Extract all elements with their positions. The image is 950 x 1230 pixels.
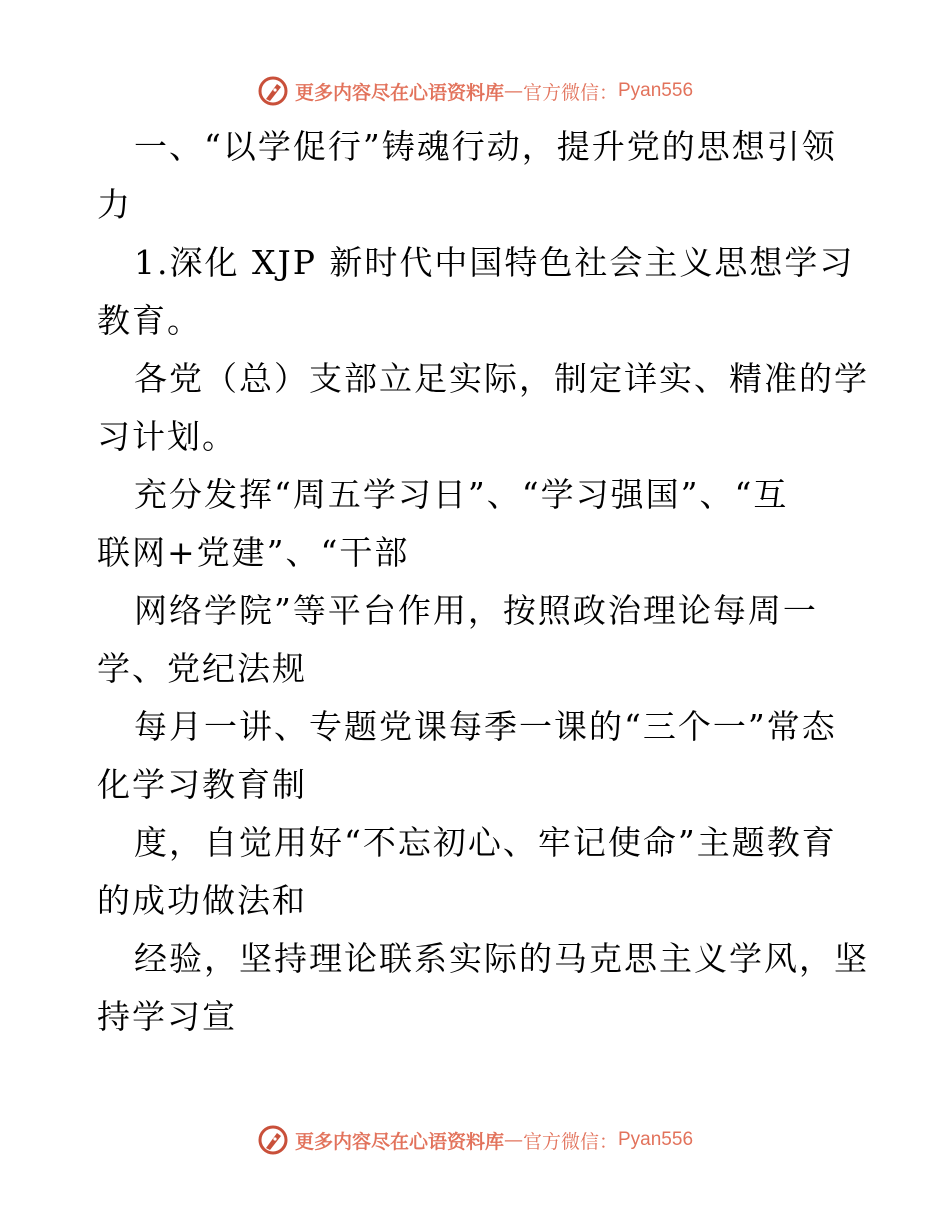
- text-line: 学、党纪法规: [97, 649, 307, 688]
- watermark-brand: 更多内容尽在心语资料库: [294, 81, 504, 104]
- footer-watermark: [0, 1120, 950, 1160]
- subheading-line: 1.深化 XJP 新时代中国特色社会主义思想学习: [134, 243, 855, 282]
- text-line: 持学习宣: [97, 997, 237, 1036]
- pen-nib-circle-icon: [257, 1124, 289, 1156]
- watermark-label: 官方微信：: [522, 81, 618, 104]
- watermark-account: Pyan556: [618, 80, 694, 101]
- text-line: 网络学院”等平台作用，按照政治理论每周一: [134, 591, 818, 630]
- heading-line: [97, 118, 857, 176]
- heading-text: 一、“以学促行”铸魂行动，提升党的思想引领: [134, 127, 837, 166]
- text-line: 度，自觉用好“不忘初心、牢记使命”主题教育: [134, 823, 837, 862]
- text-line: 化学习教育制: [97, 765, 307, 804]
- watermark-separator: —: [503, 80, 523, 102]
- text-line: 各党（总）支部立足实际，制定详实、精准的学: [134, 359, 869, 398]
- watermark-account: Pyan556: [618, 1129, 694, 1150]
- text-line: 经验，坚持理论联系实际的马克思主义学风，坚: [134, 939, 869, 978]
- text-line: 力: [97, 185, 132, 224]
- watermark-separator: —: [503, 1129, 523, 1151]
- document-body: [97, 118, 869, 1046]
- watermark-label: 官方微信：: [522, 1130, 618, 1153]
- text-line: 联网+党建”、“干部: [97, 533, 410, 572]
- text-line: 教育。: [97, 301, 202, 340]
- watermark-brand: 更多内容尽在心语资料库: [294, 1130, 504, 1153]
- text-line: 充分发挥“周五学习日”、“学习强国”、“互: [134, 475, 789, 514]
- text-line: 每月一讲、专题党课每季一课的“三个一”常态: [134, 707, 837, 746]
- pen-nib-circle-icon: [257, 75, 289, 107]
- text-line: 的成功做法和: [97, 881, 307, 920]
- text-line: 习计划。: [97, 417, 237, 456]
- header-watermark: [0, 71, 950, 111]
